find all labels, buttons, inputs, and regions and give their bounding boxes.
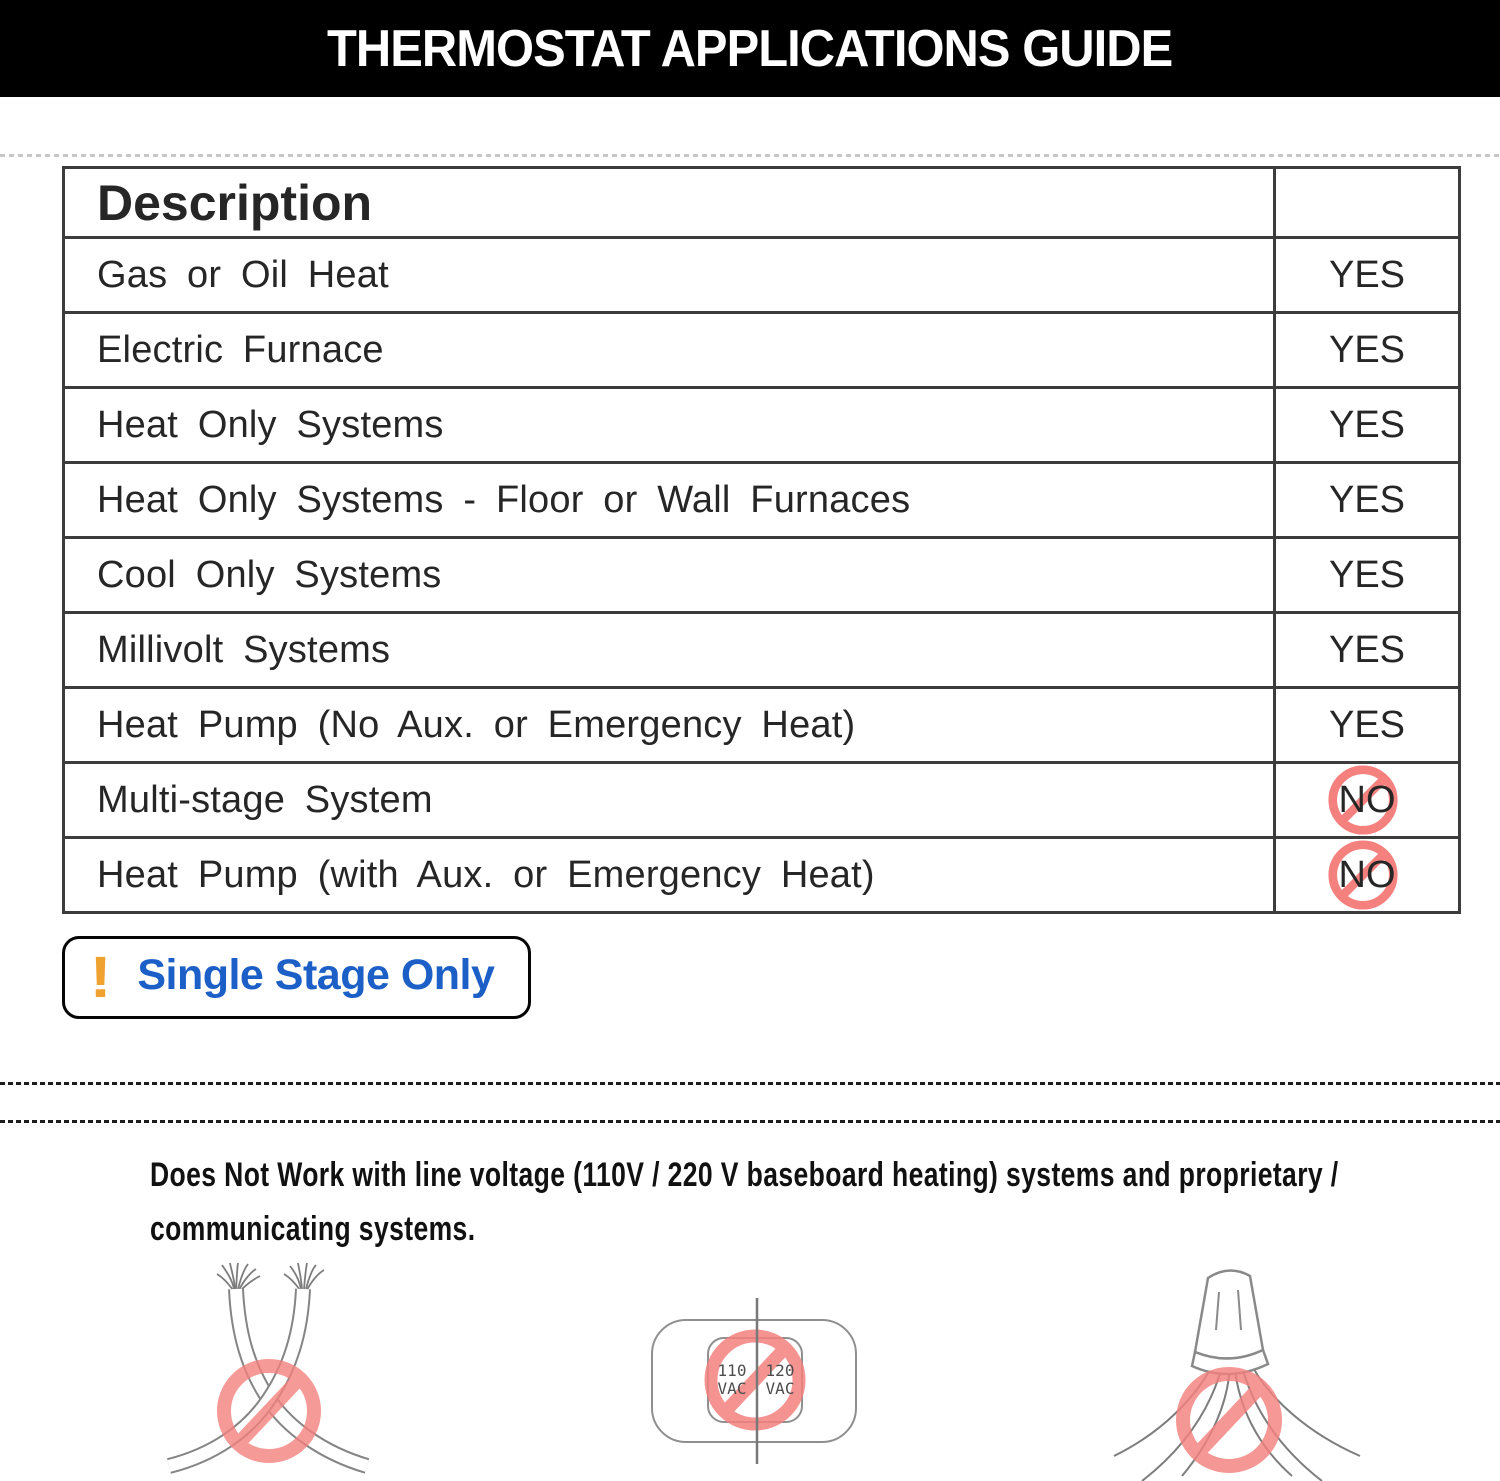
table-row [64,838,1460,913]
row-label: Millivolt Systems [64,613,1275,688]
note-line-2: communicating systems. [150,1210,476,1248]
table-row [64,613,1460,688]
wire-strands-left [217,1263,260,1291]
voltage-label-120: 120 [765,1361,795,1380]
value-header-cell [1275,168,1460,238]
row-label: Multi-stage System [64,763,1275,838]
row-label: Heat Only Systems - Floor or Wall Furnaces [64,463,1275,538]
dotted-divider-top [0,1082,1500,1085]
applications-table-wrap [62,166,1461,914]
table-row [64,463,1460,538]
applications-table [62,166,1461,914]
dotted-divider-bottom [0,1120,1500,1123]
row-label: Electric Furnace [64,313,1275,388]
description-header-cell: Description [64,168,1275,238]
page-title: THERMOSTAT APPLICATIONS GUIDE [327,19,1173,78]
prohibition-icon [224,1366,314,1456]
note-line-1: Does Not Work with line voltage (110V / 220 V baseboard heating) systems and proprietary / [150,1156,1339,1194]
row-label: Heat Only Systems [64,388,1275,463]
wire-strands-right [284,1263,324,1290]
row-label: Heat Pump (with Aux. or Emergency Heat) [64,838,1275,913]
row-label: Heat Pump (No Aux. or Emergency Heat) [64,688,1275,763]
prohibition-icon [1183,1374,1275,1466]
voltage-label-110: 110 [717,1361,747,1380]
row-value: YES [1328,253,1406,296]
row-value: YES [1328,628,1406,671]
voltage-unit-right: VAC [765,1379,795,1398]
wire-nut-cap [1192,1270,1268,1374]
row-label: Cool Only Systems [64,538,1275,613]
faint-dotted-rule [0,154,1500,157]
row-value: YES [1328,703,1406,746]
warning-exclamation-icon: ! [89,944,112,1010]
note-text [150,1156,1339,1264]
row-value: NO [1276,764,1458,836]
table-header-row [64,168,1460,238]
row-value: YES [1328,553,1406,596]
single-stage-callout [62,936,531,1019]
voltage-unit-left: VAC [717,1379,747,1398]
crossed-wires-illustration [168,1263,368,1481]
row-label: Gas or Oil Heat [64,238,1275,313]
table-row [64,388,1460,463]
row-value: YES [1328,328,1406,371]
wire-nut-illustration [1112,1260,1362,1481]
table-row [64,238,1460,313]
table-row [64,688,1460,763]
callout-label: Single Stage Only [137,951,495,999]
row-value: YES [1328,403,1406,446]
row-value: YES [1328,478,1406,521]
table-row [64,313,1460,388]
table-row [64,538,1460,613]
row-value: NO [1276,839,1458,911]
thermostat-illustration [632,1296,882,1466]
header-bar [0,0,1500,97]
table-row [64,763,1460,838]
